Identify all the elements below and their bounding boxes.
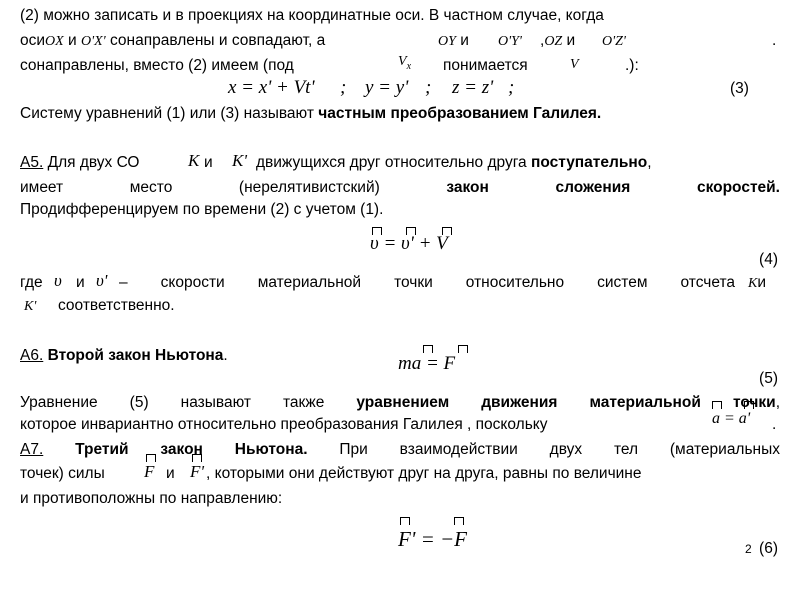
text: и xyxy=(76,274,85,291)
math-sub-x: x xyxy=(406,61,412,73)
math-Kp xyxy=(24,296,36,317)
text: имеет место (нерелятивистский) xyxy=(20,179,380,196)
paragraph-line: которое инвариантно относительно преобразования Галилея , поскольку xyxy=(20,416,548,433)
text: понимается xyxy=(443,57,528,74)
text: оси xyxy=(20,32,46,49)
text: При взаимодействии двух тел (материальных xyxy=(339,441,781,458)
math-K-group xyxy=(748,273,766,294)
equation-4-text: υ = υ' + V xyxy=(370,233,448,254)
equation-5-text: ma = F xyxy=(398,353,456,374)
paragraph-line xyxy=(20,346,228,366)
paragraph-line xyxy=(20,31,325,52)
math-vx xyxy=(398,51,411,77)
paragraph-line: сонаправлены, вместо (2) имеем (под xyxy=(20,57,294,74)
math-Fp-symbol: F' xyxy=(190,462,205,481)
vector-mark xyxy=(712,401,722,409)
text: точек) силы xyxy=(20,465,105,482)
equation-number-4: (4) xyxy=(759,251,778,268)
text: и xyxy=(204,154,213,171)
vector-mark xyxy=(458,345,468,353)
math-upsilon-symbol: υ xyxy=(54,271,62,290)
equation-5 xyxy=(398,353,455,375)
math-ox: OX xyxy=(45,34,64,49)
paragraph-line: движущихся друг относительно друга поступательно, xyxy=(256,154,652,171)
text: .): xyxy=(625,57,639,74)
equation-3c: z = z' xyxy=(452,77,494,98)
text: и xyxy=(68,32,77,49)
period: . xyxy=(772,416,777,433)
period: . xyxy=(223,347,228,364)
math-upsilonp-symbol: υ' xyxy=(96,271,108,290)
paragraph-line xyxy=(20,178,780,198)
term-galilean-transform: частным преобразованием Галилея. xyxy=(318,105,602,122)
math-upsilon xyxy=(54,271,62,292)
text: , xyxy=(540,32,545,49)
equation-number-3: (3) xyxy=(730,80,749,97)
section-label-a6: А6. xyxy=(20,347,44,364)
paragraph-line: Уравнение (5) называют также уравнением движения материальной точки, xyxy=(20,394,781,411)
vector-mark xyxy=(454,517,464,525)
vector-mark xyxy=(192,454,202,462)
text: и xyxy=(460,32,469,49)
math-oz-group xyxy=(540,31,575,52)
vector-mark xyxy=(146,454,156,462)
math-upsilonp xyxy=(96,271,107,292)
text: сонаправлены и совпадают, а xyxy=(109,32,326,49)
semicolon: ; xyxy=(425,77,432,98)
vector-mark xyxy=(372,227,382,235)
text: где xyxy=(20,274,43,291)
math-K-symbol: K xyxy=(748,276,758,291)
section-label-a5: А5. xyxy=(20,154,44,171)
equation-4 xyxy=(370,233,448,255)
equation-6 xyxy=(398,527,467,552)
period: . xyxy=(772,32,777,49)
paragraph-line xyxy=(20,153,139,173)
text: Для двух СО xyxy=(47,154,140,171)
term-translational: поступательно xyxy=(530,154,648,171)
term-newton-third-law: Третий закон Ньютона. xyxy=(75,441,308,458)
math-oz: OZ xyxy=(544,34,563,49)
math-K-symbol: K xyxy=(188,151,200,170)
math-Fp xyxy=(190,462,204,483)
math-F-symbol: F xyxy=(144,462,155,481)
math-Kp xyxy=(232,151,247,172)
vector-mark xyxy=(744,401,754,409)
equation-a-text: a = a' xyxy=(712,410,751,427)
paragraph-line: и противоположны по направлению: xyxy=(20,490,283,507)
math-ozp-group xyxy=(602,31,626,52)
equation-3a: x = x' + Vt' xyxy=(228,77,315,98)
paragraph-line xyxy=(20,104,601,124)
math-v xyxy=(570,54,579,75)
paragraph-line: (2) можно записать и в проекциях на координатные оси. В частном случае, когда xyxy=(20,7,604,24)
vector-mark xyxy=(400,517,410,525)
text: движущихся друг относительно друга xyxy=(256,154,527,171)
term-newton-second-law: Второй закон Ньютона xyxy=(47,347,224,364)
math-oyp-group xyxy=(498,31,522,52)
math-oxp: O'X' xyxy=(81,34,106,49)
term-equation-of-motion: уравнением движения материальной точки xyxy=(356,394,776,411)
math-v: V xyxy=(398,54,407,69)
text: Систему уравнений (1) или (3) называют xyxy=(20,105,314,122)
math-K xyxy=(188,151,199,172)
math-ozp: O'Z' xyxy=(602,34,626,49)
math-oy: OY xyxy=(438,34,456,49)
vector-mark xyxy=(423,345,433,353)
term-velocity-addition: закон сложения скоростей. xyxy=(446,179,780,196)
text: и xyxy=(757,274,767,291)
semicolon: ; xyxy=(508,77,515,98)
math-F xyxy=(144,462,154,483)
text: соответственно. xyxy=(58,297,175,314)
text: , которыми они действуют друг на друга, равны по величине xyxy=(206,465,642,482)
text: Уравнение (5) называют также xyxy=(20,394,325,411)
math-oy-group xyxy=(438,31,469,52)
math-Kp-symbol: K' xyxy=(232,151,247,170)
math-oyp: O'Y' xyxy=(498,34,522,49)
paragraph-line xyxy=(20,440,780,460)
semicolon: ; xyxy=(340,77,347,98)
equation-6-text: F' = −F xyxy=(398,527,467,551)
text: и xyxy=(166,465,175,482)
section-label-a7: А7. xyxy=(20,441,44,458)
text: – скорости материальной точки относительно систем отсчета xyxy=(119,274,735,291)
equation-number-5: (5) xyxy=(759,370,778,387)
equation-a xyxy=(712,410,750,428)
text: и xyxy=(566,32,576,49)
vector-mark xyxy=(442,227,452,235)
page-number: 2 xyxy=(745,542,752,556)
vector-mark xyxy=(406,227,416,235)
math-v-symbol: V xyxy=(570,57,579,72)
paragraph-line: Продифференцируем по времени (2) с учетом (1). xyxy=(20,201,384,218)
equation-number-6: (6) xyxy=(759,540,778,557)
equation-3b: y = y' xyxy=(365,77,409,98)
math-Kp-symbol: K' xyxy=(24,299,37,314)
